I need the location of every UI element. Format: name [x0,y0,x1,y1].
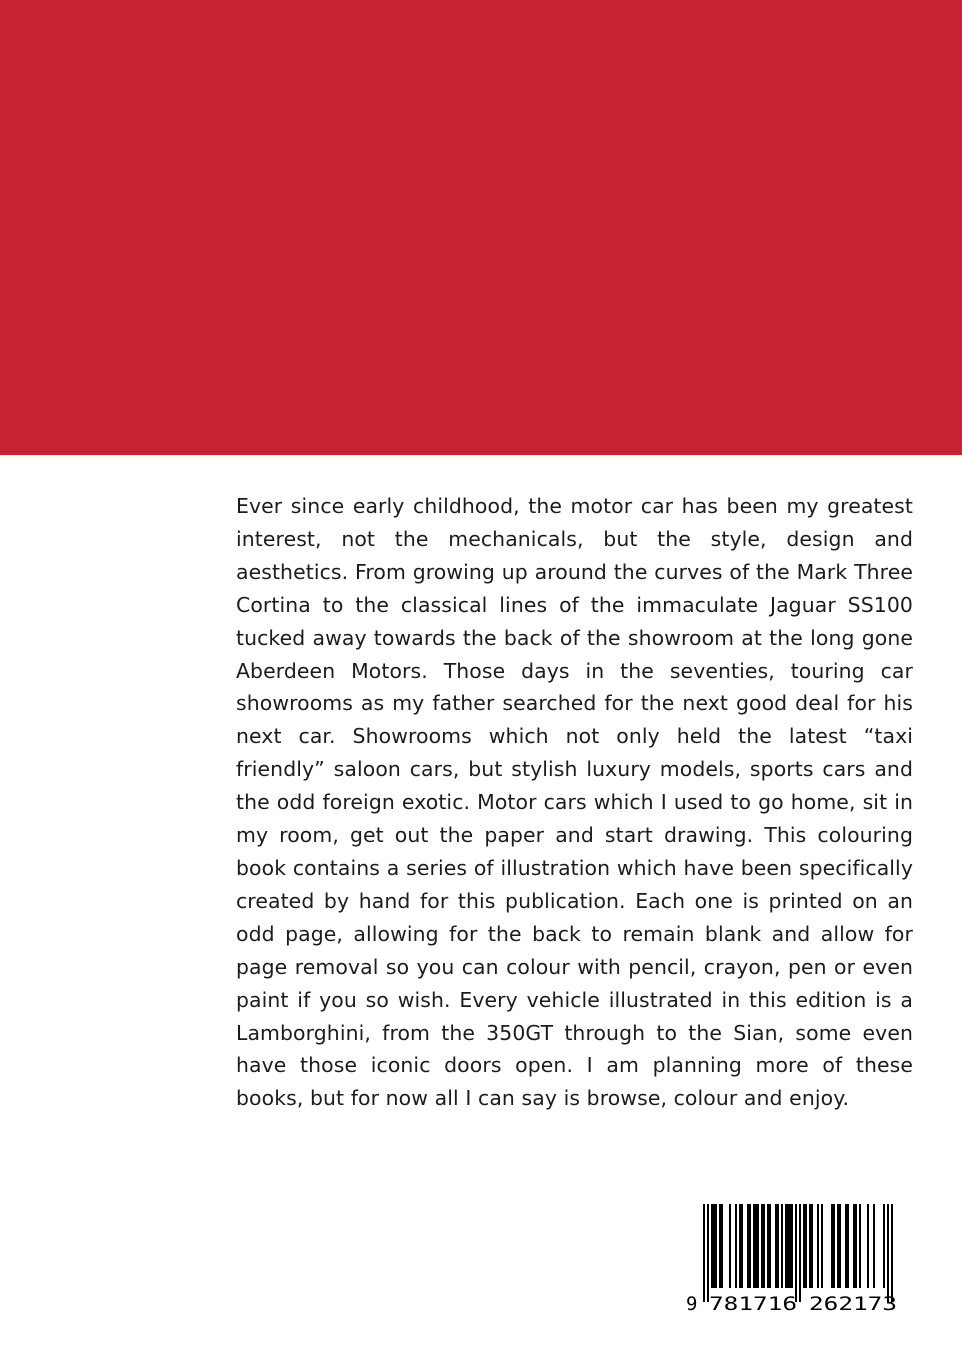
isbn-right-digits: 262173 [809,1293,897,1315]
barcode-bar [777,1204,779,1288]
barcode-bar [735,1204,737,1288]
barcode-bar [847,1204,849,1288]
barcode-bar [787,1204,789,1288]
barcode-bar [729,1204,731,1288]
barcode-bar [873,1204,875,1288]
barcode-guard-bar [795,1204,797,1302]
barcode-bar [753,1204,755,1288]
barcode-bar [713,1204,715,1288]
isbn-left-digits: 781716 [709,1293,797,1315]
barcode-bar [805,1204,807,1288]
barcode-bar [811,1204,813,1288]
barcode-bar [715,1204,717,1288]
barcode-bar [757,1204,759,1288]
barcode-bar [721,1204,723,1288]
barcode-guard-bar [891,1204,893,1302]
barcode-bar [761,1204,763,1288]
barcode-bar [853,1204,855,1288]
barcode-bar [749,1204,751,1288]
barcode-bar [763,1204,765,1288]
barcode-bar [781,1204,783,1288]
isbn-first-digit: 9 [686,1293,698,1315]
barcode-bar [711,1204,713,1288]
isbn-barcode [684,1200,914,1318]
barcode-bar [791,1204,793,1288]
back-cover-blurb: Ever since early childhood, the motor car has been my greatest interest, not the mechanicals, but the style, design and aesthetics. From growing up around the curves of the Mark Three Cortina to the classical lines of the immaculate Jaguar SS100 tucked away towards the back of the showroom at the long gone Aberdeen Motors. Those days in the seventies, touring car showrooms as my father searched for the next good deal for his next car. Showrooms which not only held the latest “taxi friendly” saloon cars, but stylish luxury models, sports cars and the odd foreign exotic. Motor cars which I used to go home, sit in my room, get out the paper and start drawing. This colouring book contains a series of illustration which have been specifically created by hand for this publication. Each one is printed on an odd page, allowing for the back to remain blank and allow for page removal so you can colour with pencil, crayon, pen or even paint if you so wish. Every vehicle illustrated in this edition is a Lamborghini, from the 350GT through to the Sian, some even have those iconic doors open. I am planning more of these books, but for now all I can say is browse, colour and enjoy. [236,494,913,1111]
barcode-bar [817,1204,819,1288]
barcode-bar [821,1204,823,1288]
barcode-bar [833,1204,835,1288]
barcode-bars [703,1204,893,1302]
barcode-bar [785,1204,787,1288]
barcode-bar [789,1204,791,1288]
barcode-bar [739,1204,741,1288]
barcode-bar [845,1204,847,1288]
barcode-guard-bar [887,1204,889,1302]
barcode-bar [755,1204,757,1288]
barcode-bar [839,1204,841,1288]
barcode-bar [803,1204,805,1288]
barcode-bar [775,1204,777,1288]
barcode-guard-bar [799,1204,801,1302]
barcode-bar [767,1204,769,1288]
barcode-bar [837,1204,839,1288]
barcode-bar [855,1204,857,1288]
barcode-bar [883,1204,885,1288]
barcode-guard-bar [703,1204,705,1302]
barcode-bar [719,1204,721,1288]
barcode-bar [859,1204,861,1288]
barcode-guard-bar [707,1204,709,1302]
barcode-bar [769,1204,771,1288]
red-header-band [0,0,962,455]
barcode-bar [831,1204,833,1288]
barcode-graphic [684,1200,914,1318]
barcode-bar [741,1204,743,1288]
barcode-bar [867,1204,869,1288]
barcode-bar [809,1204,811,1288]
barcode-bar [747,1204,749,1288]
